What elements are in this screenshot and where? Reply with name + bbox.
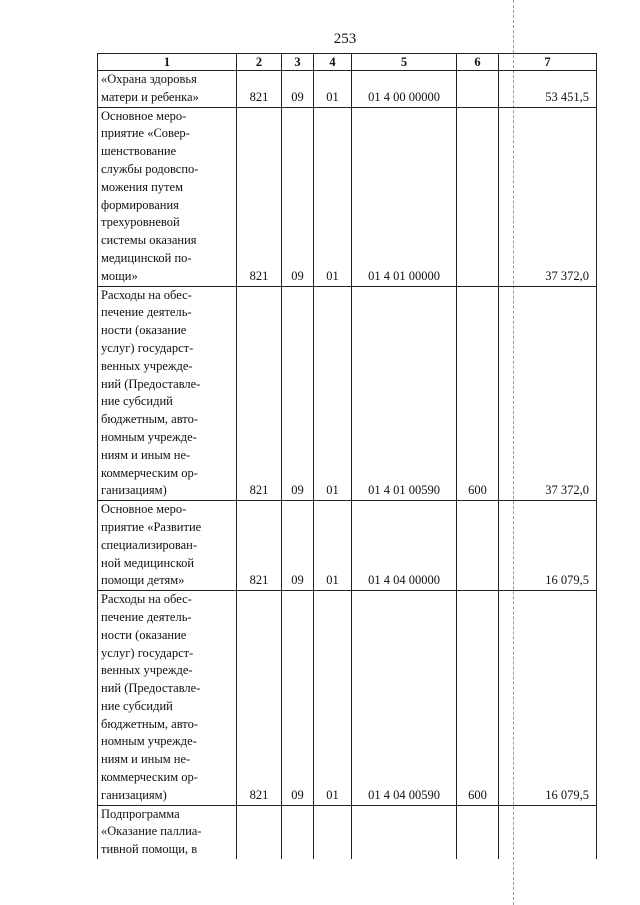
- expense-type: 600: [457, 286, 499, 501]
- row-name: «Охрана здоровья матери и ребенка»: [98, 71, 237, 108]
- section-code: 09: [282, 71, 314, 108]
- subsection-code: 01: [314, 286, 352, 501]
- section-code: 09: [282, 501, 314, 591]
- table-row: [98, 591, 597, 806]
- row-name: Расходы на обес- печение деятель- ности (оказание услуг) государст- венных учрежде- ний (Предоставле- ние субсидий бюджетным, авто- номным учрежде- ниям и иным не- коммерческим ор- ганизациям): [98, 591, 237, 806]
- header-col-7: 7: [499, 54, 597, 71]
- expense-type: [457, 107, 499, 286]
- row-name: Расходы на обес- печение деятель- ности (оказание услуг) государст- венных учрежде- ний (Предоставле- ние субсидий бюджетным, авто- номным учрежде- ниям и иным не- коммерческим ор- ганизациям): [98, 286, 237, 501]
- table-row: [98, 71, 597, 108]
- target-article: 01 4 04 00000: [352, 501, 457, 591]
- ministry-code: 821: [237, 501, 282, 591]
- table-row: [98, 286, 597, 501]
- ministry-code: 821: [237, 107, 282, 286]
- amount: 37 372,0: [499, 286, 597, 501]
- amount: 37 372,0: [499, 107, 597, 286]
- amount: 53 451,5: [499, 71, 597, 108]
- section-code: 09: [282, 107, 314, 286]
- subsection-code: 01: [314, 107, 352, 286]
- amount: [499, 805, 597, 859]
- section-code: 09: [282, 286, 314, 501]
- target-article: 01 4 01 00590: [352, 286, 457, 501]
- target-article: 01 4 04 00590: [352, 591, 457, 806]
- table-row: [98, 805, 597, 859]
- section-code: 09: [282, 591, 314, 806]
- expense-type: [457, 805, 499, 859]
- subsection-code: 01: [314, 501, 352, 591]
- header-row: [98, 54, 597, 71]
- section-code: [282, 805, 314, 859]
- expense-type: [457, 501, 499, 591]
- subsection-code: 01: [314, 71, 352, 108]
- row-name: Основное меро- приятие «Развитие специализирован- ной медицинской помощи детям»: [98, 501, 237, 591]
- ministry-code: 821: [237, 591, 282, 806]
- amount: 16 079,5: [499, 501, 597, 591]
- row-name: Основное меро- приятие «Совер- шенствование службы родовспо- можения путем формирования трехуровневой системы оказания медицинской по- мощи»: [98, 107, 237, 286]
- subsection-code: [314, 805, 352, 859]
- subsection-code: 01: [314, 591, 352, 806]
- header-col-3: 3: [282, 54, 314, 71]
- ministry-code: 821: [237, 286, 282, 501]
- target-article: [352, 805, 457, 859]
- amount: 16 079,5: [499, 591, 597, 806]
- page-number: 253: [333, 31, 357, 47]
- budget-table: [97, 53, 597, 859]
- header-col-1: 1: [98, 54, 237, 71]
- row-name: Подпрограмма «Оказание паллиа- тивной помощи, в: [98, 805, 237, 859]
- target-article: 01 4 00 00000: [352, 71, 457, 108]
- ministry-code: [237, 805, 282, 859]
- header-col-6: 6: [457, 54, 499, 71]
- expense-type: [457, 71, 499, 108]
- table-row: [98, 501, 597, 591]
- header-col-4: 4: [314, 54, 352, 71]
- table-row: [98, 107, 597, 286]
- header-col-2: 2: [237, 54, 282, 71]
- expense-type: 600: [457, 591, 499, 806]
- header-col-5: 5: [352, 54, 457, 71]
- target-article: 01 4 01 00000: [352, 107, 457, 286]
- ministry-code: 821: [237, 71, 282, 108]
